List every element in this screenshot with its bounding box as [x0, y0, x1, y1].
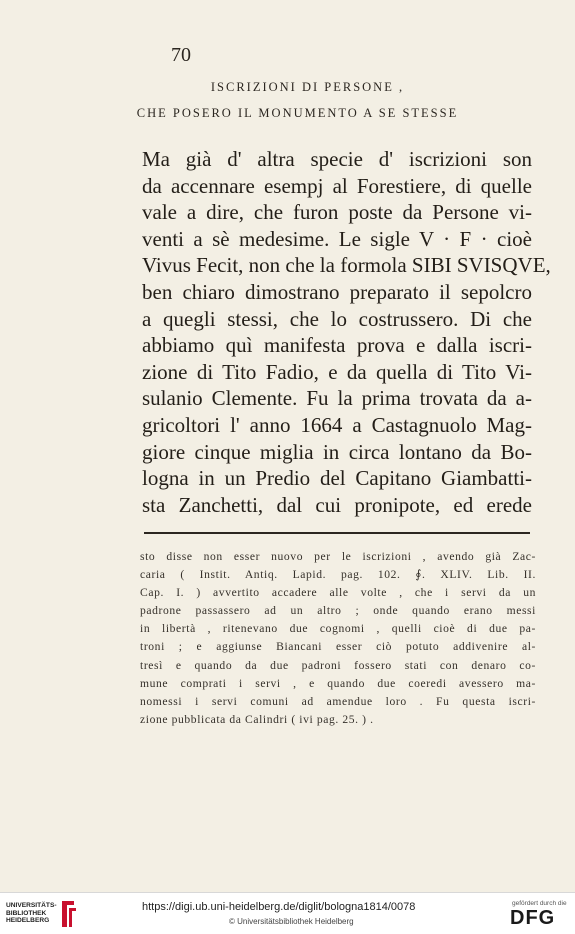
body-line: giore cinque miglia in circa lontano da Bo-	[142, 439, 532, 464]
footnote	[140, 548, 536, 729]
footnote-divider	[144, 532, 530, 534]
body-line: zione di Tito Fadio, e da quella di Tito Vi-	[142, 359, 532, 384]
body-line: Ma già d' altra specie d' iscrizioni son	[142, 147, 532, 171]
body-line: logna in un Predio del Capitano Giambatti-	[142, 466, 532, 491]
body-line: ben chiaro dimostrano preparato il sepolcro	[142, 279, 532, 304]
footnote-line: tresì e quando da due padroni fossero stati con denaro co-	[140, 658, 536, 672]
footnote-line: mune comprati i servi , e quando due coeredi avessero ma-	[140, 676, 536, 690]
copyright-notice: © Universitätsbibliothek Heidelberg	[229, 917, 354, 926]
section-heading-line-2: CHE POSERO IL MONUMENTO A SE STESSE	[136, 106, 459, 120]
funding-caption: gefördert durch die	[512, 900, 567, 907]
footnote-line: zione pubblicata da Calindri ( ivi pag. 25. ) .	[140, 712, 374, 726]
footnote-line: Cap. I. ) avvertito accadere alle volte , che i servi da un	[140, 586, 536, 600]
body-line: da accennare esempj al Forestiere, di quelle	[142, 173, 532, 198]
library-logo-icon[interactable]	[58, 899, 78, 929]
body-line: gricoltori l' anno 1664 a Castagnuolo Mag-	[142, 412, 532, 437]
library-name-line: HEIDELBERG	[6, 917, 50, 925]
body-paragraph	[142, 146, 551, 518]
dfg-logo[interactable]: DFG	[510, 907, 556, 929]
viewer-footer	[0, 892, 575, 934]
library-name-line: UNIVERSITÄTS-	[6, 902, 57, 909]
footnote-line: padrone passassero ad un altro ; onde quando erano messi	[140, 604, 536, 618]
page-number: 70	[171, 44, 191, 66]
body-line: a quegli stessi, che lo costrussero. Di che	[142, 306, 532, 331]
body-line: abbiamo quì manifesta prova e dalla iscri-	[142, 333, 532, 358]
footnote-line: in libertà , ritenevano due cognomi , quelli cioè di due pa-	[140, 622, 536, 636]
body-line: venti a sè medesime. Le sigle V · F · cioè	[142, 226, 532, 251]
footnote-line: sto disse non esser nuovo per le iscrizioni , avendo già Zac-	[140, 550, 536, 563]
footnote-line: troni ; e aggiunse Biancani esser ciò potuto addivenire al-	[140, 640, 536, 654]
footnote-line: nomessi i servi comuni ad amendue loro . Fu questa iscri-	[140, 694, 536, 708]
body-line: vale a dire, che furon poste da Persone vi-	[142, 200, 532, 225]
document-url-link[interactable]: https://digi.ub.uni-heidelberg.de/diglit/bologna1814/0078	[142, 901, 416, 913]
footnote-line: caria ( Instit. Antiq. Lapid. pag. 102. ∮. XLIV. Lib. II.	[140, 568, 536, 582]
body-line: Vivus Fecit, non che la formola SIBI SVISQVE,	[142, 253, 551, 278]
section-heading-line-1: ISCRIZIONI DI PERSONE ,	[210, 80, 405, 94]
body-line: sulanio Clemente. Fu la prima trovata da a-	[142, 386, 532, 411]
body-line: sta Zanchetti, dal cui pronipote, ed erede	[142, 492, 532, 517]
library-logo-text[interactable]	[6, 902, 57, 925]
library-name-line: BIBLIOTHEK	[6, 909, 47, 917]
